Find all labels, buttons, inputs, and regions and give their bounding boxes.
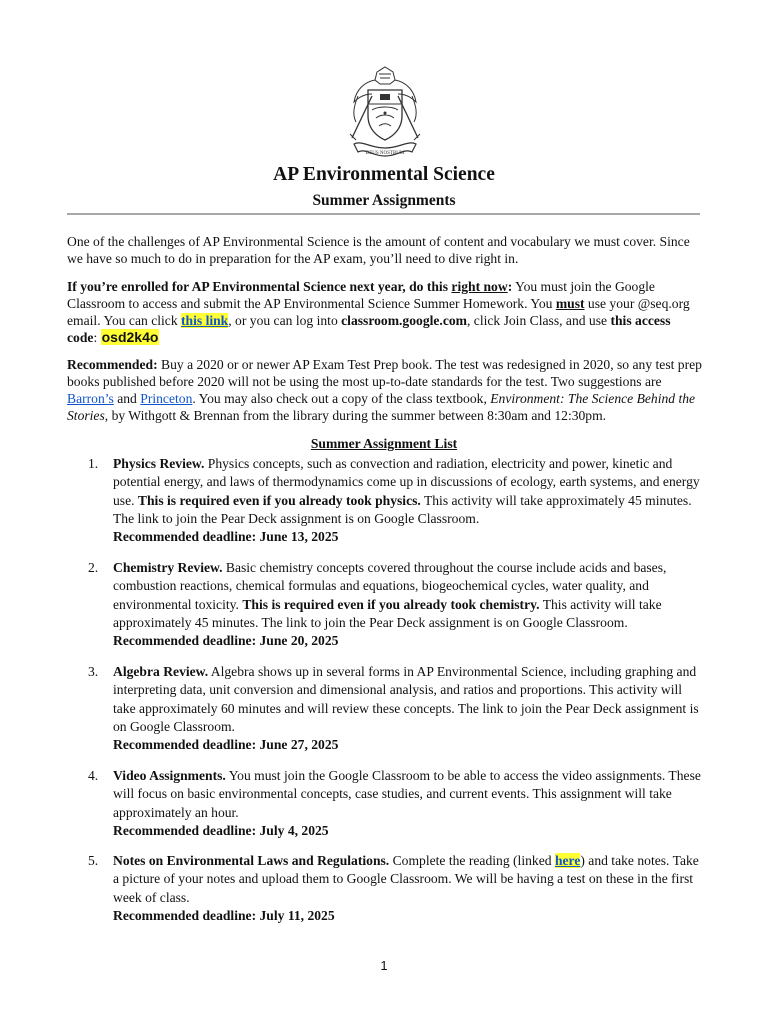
list-item-title: Algebra Review. (113, 664, 209, 679)
list-item-text: Physics concepts, such as convection and radiation, electricity and power, kinetic and potential energy, and laws of thermodynamics come up in discussions of ecology, earth systems, and energy use. (113, 456, 700, 508)
recommended-paragraph (67, 356, 703, 424)
list-item-title: Chemistry Review. (113, 560, 223, 575)
classroom-link[interactable]: this link (181, 313, 229, 328)
list-item-number: 5. (88, 853, 99, 868)
enroll-paragraph (67, 278, 703, 346)
must-emphasis: must (555, 296, 585, 311)
list-item-deadline: Recommended deadline: June 13, 2025 (113, 529, 339, 545)
list-item-text: Basic chemistry concepts covered throughout the course include acids and bases, combustion reactions, chemical formulas and equations, biogeochemical cycles, water quality, and environmental toxicity. (113, 560, 667, 612)
reading-link[interactable]: here (554, 853, 581, 868)
textbook-title: Environment: The Science Behind the Stories (67, 391, 696, 423)
list-item-text-2: This activity will take approximately 45 minutes. The link to join the Pear Deck assignment is on Google Classroom. (113, 596, 662, 630)
enroll-text-3: , or you can log into (228, 313, 342, 328)
list-item-deadline: Recommended deadline: June 20, 2025 (113, 633, 339, 649)
recommended-text-2: . You may also check out a copy of the class textbook, (192, 391, 491, 406)
list-item-number: 3. (88, 664, 99, 679)
enroll-text-4: , click Join Class, and use (466, 313, 611, 328)
document-subtitle: Summer Assignments (312, 192, 456, 209)
list-item-text: Algebra shows up in several forms in AP Environmental Science, including graphing and interpreting data, unit conversion and dimensional analysis, and ratios and proportions. This activity will take approximately 60 minutes and will review these concepts. The link to join the Pear Deck assignment is on Google Classroom. (113, 664, 699, 734)
document-title: AP Environmental Science (273, 164, 495, 185)
list-item-deadline: Recommended deadline: July 11, 2025 (113, 907, 335, 923)
access-code: osd2k4o (101, 329, 159, 345)
list-item-text-2: ) and take notes. Take a picture of your notes and upload them to Google Classroom. We will be having a test on these in the first week of class. (113, 853, 699, 905)
recommended-lead: Recommended: (67, 357, 158, 372)
assignment-list-heading: Summer Assignment List (310, 436, 458, 451)
enroll-text-2: use your @seq.org email. You can click (67, 296, 690, 328)
page-number: 1 (380, 958, 388, 973)
enroll-lead: If you’re enrolled for AP Environmental Science next year, do this (67, 279, 452, 294)
enroll-text-5: : (93, 330, 101, 345)
list-item-text: You must join the Google Classroom to be able to access the video assignments. These will focus on basic environmental concepts, case studies, and current events. This assignment will take approximately an hour. (113, 768, 701, 820)
list-item-title: Video Assignments. (113, 768, 226, 783)
list-item-text: Complete the reading (linked (389, 853, 555, 868)
classroom-site: classroom.google.com (341, 313, 467, 328)
list-item-required: This is required even if you already took physics. (137, 492, 421, 508)
intro-paragraph (67, 233, 703, 267)
title-divider (67, 213, 700, 215)
list-item-deadline: Recommended deadline: July 4, 2025 (113, 822, 329, 838)
enroll-text-1: You must join the Google Classroom to access and submit the AP Environmental Science Summer Homework. You (67, 279, 655, 311)
school-crest-logo (346, 66, 424, 162)
intro-text: One of the challenges of AP Environmental Science is the amount of content and vocabulary we must cover. Since we have so much to do in preparation for the AP exam, you’ll need to dive right in. (67, 234, 690, 266)
enroll-lead-colon: : (507, 279, 513, 294)
list-item-text-2: This activity will take approximately 45 minutes. The link to join the Pear Deck assignment is on Google Classroom. (113, 492, 692, 526)
list-item-title: Notes on Environmental Laws and Regulations. (113, 853, 390, 868)
princeton-link[interactable]: Princeton (140, 391, 193, 406)
list-item-title: Physics Review. (113, 456, 205, 471)
list-item-number: 4. (88, 768, 99, 783)
list-item-number: 1. (88, 456, 99, 471)
recommended-and: and (113, 391, 141, 406)
enroll-lead-emphasis: right now (451, 279, 508, 294)
barrons-link[interactable]: Barron’s (67, 391, 114, 406)
recommended-text-1: Buy a 2020 or or newer AP Exam Test Prep book. The test was redesigned in 2020, so any test prep books published before 2020 will not be using the most up-to-date standards for the test. Two suggestions are (67, 357, 702, 389)
list-item-number: 2. (88, 560, 99, 575)
crest-motto: DEUS NOSTRUM (365, 151, 405, 156)
list-item-required: This is required even if you already took chemistry. (242, 596, 540, 612)
recommended-text-3: , by Withgott & Brennan from the library during the summer between 8:30am and 12:30pm. (104, 408, 607, 423)
access-code-label: this access code (67, 313, 671, 345)
list-item-deadline: Recommended deadline: June 27, 2025 (113, 737, 339, 753)
